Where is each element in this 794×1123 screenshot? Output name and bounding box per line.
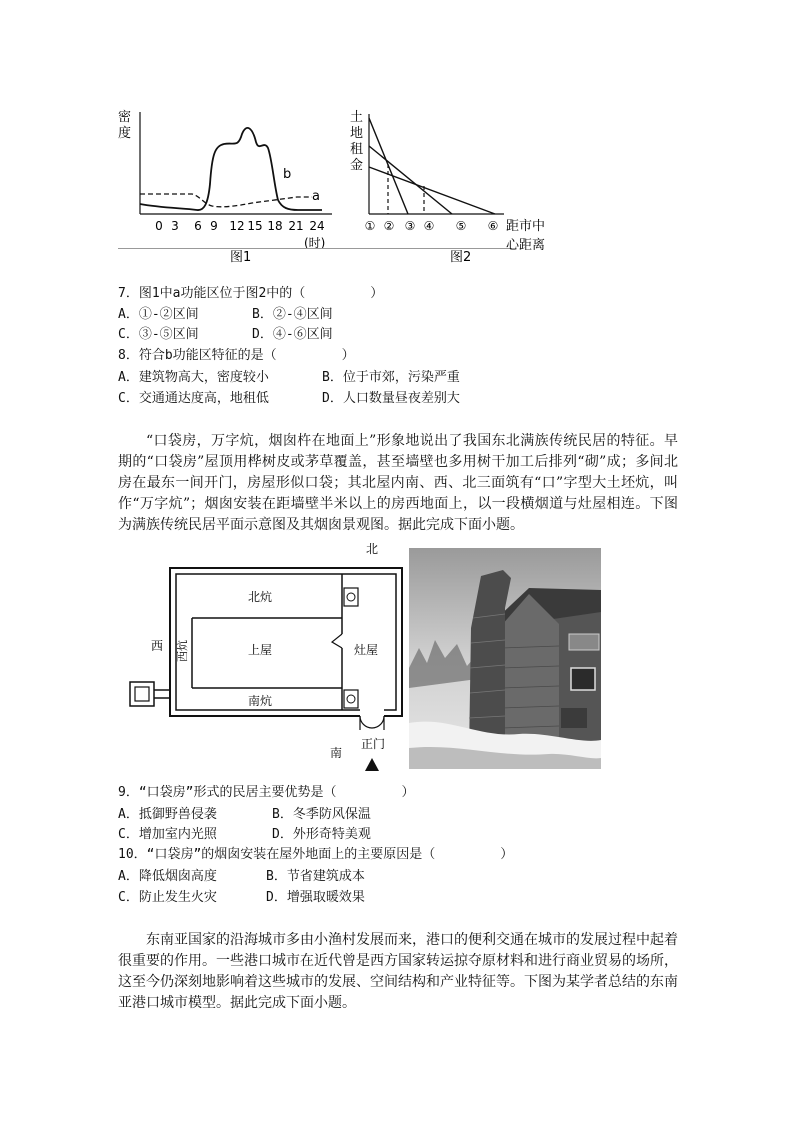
question-9-option-d: D．外形奇特美观: [272, 827, 371, 842]
question-7-stem: 7．图1中a功能区位于图2中的（ ）: [118, 286, 384, 301]
figure-2-land-rent-chart: [340, 104, 568, 266]
fig2-ylabel-char3: 租: [350, 142, 364, 157]
chimney-photo: [409, 548, 601, 769]
plan-south-kang-label: 南炕: [248, 694, 273, 708]
fig2-ylabel-char2: 地: [350, 126, 364, 141]
fig1-tick-12: 12: [229, 219, 245, 233]
fig1-curve-b: [140, 128, 322, 210]
question-8-stem: 8．符合b功能区特征的是（ ）: [118, 348, 355, 363]
passage-manchu-house-text: “口袋房，万字炕，烟囱杵在地面上”形象地说出了我国东北满族传统民居的特征。早期的“口袋房”屋顶用桦树皮或茅草覆盖，甚至墙壁也多用树干加工后排列“砌”成；多间北房在最东一间开门，房屋形似口袋；其北屋内南、西、北三面筑有“口”字型大土坯炕，叫作“万字炕”；烟囱安装在距墙壁半米以上的房西地面上，以一段横烟道与灶屋相连。下图为满族传统民居平面示意图及其烟囱景观图。据此完成下面小题。: [118, 433, 678, 533]
fig2-tick-5: ⑤: [455, 219, 467, 233]
plan-outer-wall: [170, 568, 402, 716]
fig2-xlabel-line2: 心距离: [506, 238, 546, 253]
fig2-rent-line-residential: [369, 146, 452, 214]
plan-chimney-outer: [130, 682, 154, 706]
fig1-x-unit: (时): [304, 236, 326, 250]
photo-window-upper: [569, 634, 599, 650]
photo-stool: [561, 708, 587, 728]
plan-stove-south: [344, 690, 358, 708]
fig1-caption: 图1: [230, 250, 252, 265]
plan-main-door-label: 正门: [361, 737, 386, 751]
question-10-option-d: D．增强取暖效果: [266, 890, 365, 905]
question-7-option-a: A．①-②区间: [118, 307, 199, 322]
question-9-stem: 9．“口袋房”形式的民居主要优势是（ ）: [118, 785, 415, 800]
photo-window: [571, 668, 595, 690]
fig1-curve-a-label: a: [312, 189, 320, 204]
fig2-tick-3: ③: [404, 219, 416, 233]
plan-south-label: 南: [330, 746, 343, 760]
figure-1-density-chart: [112, 104, 338, 266]
passage-manchu-house: [118, 431, 678, 536]
fig2-xlabel-line1: 距市中: [506, 219, 546, 234]
fig2-ticks: [365, 219, 499, 233]
question-7-option-d: D．④-⑥区间: [252, 327, 333, 342]
plan-entry-arrow-icon: [365, 758, 379, 771]
fig2-tick-2: ②: [383, 219, 395, 233]
fig2-ylabel-char1: 土: [350, 110, 364, 125]
question-9-option-c: C．增加室内光照: [118, 827, 217, 842]
plan-door-gap: [360, 708, 384, 718]
question-10-option-c: C．防止发生火灾: [118, 890, 217, 905]
plan-north-kang-label: 北炕: [248, 590, 273, 604]
question-8-option-b: B．位于市郊，污染严重: [322, 370, 460, 385]
passage-sea-port-cities-text: 东南亚国家的沿海城市多由小渔村发展而来，港口的便利交通在城市的发展过程中起着很重要的作用。一些港口城市在近代曾是西方国家转运掠夺原材料和进行商业贸易的场所，这至今仍深刻地影响着这些城市的发展、空间结构和产业特征等。下图为某学者总结的东南亚港口城市模型。据此完成下面小题。: [118, 932, 678, 1011]
question-7-option-c: C．③-⑤区间: [118, 327, 199, 342]
photo-gable: [501, 594, 559, 753]
plan-main-room-label: 上屋: [248, 643, 273, 657]
fig1-tick-24: 24: [309, 219, 325, 233]
fig1-tick-21: 21: [288, 219, 304, 233]
fig1-ylabel-char2: 度: [118, 126, 132, 141]
fig1-curve-a: [140, 194, 312, 207]
question-8-option-c: C．交通通达度高，地租低: [118, 391, 269, 406]
passage-sea-port-cities: [118, 930, 678, 1014]
question-8-option-a: A．建筑物高大，密度较小: [118, 370, 269, 385]
fig1-curve-b-label: b: [283, 167, 292, 182]
fig1-tick-6: 6: [194, 219, 202, 233]
plan-partition-door: [332, 634, 342, 648]
fig2-tick-6: ⑥: [487, 219, 499, 233]
question-10-option-a: A．降低烟囱高度: [118, 869, 217, 884]
question-9-option-b: B．冬季防风保温: [272, 807, 371, 822]
question-7-option-b: B．②-④区间: [252, 307, 333, 322]
plan-north-label: 北: [366, 542, 379, 556]
fig1-x-ticks: [155, 219, 324, 233]
fig1-ylabel-char1: 密: [118, 110, 132, 125]
fig2-tick-4: ④: [423, 219, 435, 233]
fig2-caption: 图2: [450, 250, 472, 265]
plan-kitchen-label: 灶屋: [354, 643, 379, 657]
fig1-tick-3: 3: [171, 219, 179, 233]
question-10-stem: 10．“口袋房”的烟囱安装在屋外地面上的主要原因是（ ）: [118, 847, 514, 862]
question-9-option-a: A．抵御野兽侵袭: [118, 807, 217, 822]
plan-west-kang-label: 西炕: [176, 640, 189, 662]
question-8-option-d: D．人口数量昼夜差别大: [322, 391, 460, 406]
question-10-option-b: B．节省建筑成本: [266, 869, 365, 884]
fig2-tick-1: ①: [364, 219, 376, 233]
plan-inner-wall: [176, 574, 396, 710]
plan-west-label: 西: [151, 639, 164, 653]
fig2-ylabel-char4: 金: [350, 158, 364, 173]
floor-plan-diagram: [120, 538, 410, 776]
fig1-tick-15: 15: [247, 219, 263, 233]
fig1-tick-9: 9: [210, 219, 218, 233]
plan-stove-north: [344, 588, 358, 606]
fig1-tick-0: 0: [155, 219, 163, 233]
fig1-tick-18: 18: [267, 219, 283, 233]
